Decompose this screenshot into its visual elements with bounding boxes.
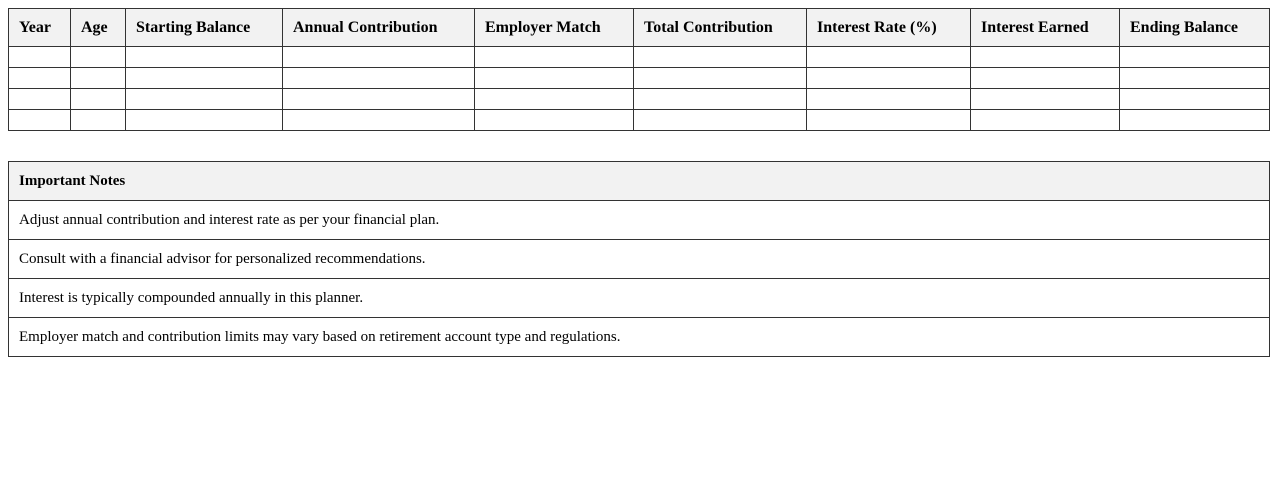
header-starting-balance: Starting Balance [126, 9, 283, 47]
table-cell[interactable] [71, 47, 126, 68]
header-annual-contribution: Annual Contribution [283, 9, 475, 47]
table-cell[interactable] [475, 110, 634, 131]
table-cell[interactable] [126, 89, 283, 110]
header-interest-earned: Interest Earned [971, 9, 1120, 47]
table-cell[interactable] [475, 47, 634, 68]
table-cell[interactable] [283, 110, 475, 131]
header-employer-match: Employer Match [475, 9, 634, 47]
table-row [9, 68, 1270, 89]
important-notes-table [8, 161, 1270, 357]
table-cell[interactable] [1120, 89, 1270, 110]
table-cell[interactable] [283, 47, 475, 68]
note-item: Consult with a financial advisor for personalized recommendations. [9, 240, 1270, 279]
table-cell[interactable] [807, 89, 971, 110]
note-item: Interest is typically compounded annually in this planner. [9, 279, 1270, 318]
table-cell[interactable] [71, 68, 126, 89]
table-cell[interactable] [283, 89, 475, 110]
header-age: Age [71, 9, 126, 47]
note-item: Employer match and contribution limits may vary based on retirement account type and regulations. [9, 318, 1270, 357]
table-cell[interactable] [126, 47, 283, 68]
header-ending-balance: Ending Balance [1120, 9, 1270, 47]
table-row [9, 89, 1270, 110]
table-cell[interactable] [634, 110, 807, 131]
table-cell[interactable] [9, 47, 71, 68]
table-cell[interactable] [1120, 68, 1270, 89]
table-cell[interactable] [126, 68, 283, 89]
header-interest-rate: Interest Rate (%) [807, 9, 971, 47]
table-cell[interactable] [9, 110, 71, 131]
header-year: Year [9, 9, 71, 47]
retirement-planner-table [8, 8, 1270, 131]
table-cell[interactable] [807, 68, 971, 89]
note-row [9, 279, 1270, 318]
table-cell[interactable] [634, 89, 807, 110]
note-row [9, 318, 1270, 357]
table-row [9, 47, 1270, 68]
table-cell[interactable] [71, 110, 126, 131]
table-cell[interactable] [475, 68, 634, 89]
table-cell[interactable] [9, 89, 71, 110]
table-cell[interactable] [126, 110, 283, 131]
table-cell[interactable] [283, 68, 475, 89]
table-cell[interactable] [971, 89, 1120, 110]
note-item: Adjust annual contribution and interest rate as per your financial plan. [9, 201, 1270, 240]
notes-title: Important Notes [9, 162, 1270, 201]
note-row [9, 240, 1270, 279]
table-cell[interactable] [1120, 47, 1270, 68]
table-cell[interactable] [71, 89, 126, 110]
table-cell[interactable] [9, 68, 71, 89]
table-header-row [9, 9, 1270, 47]
notes-header-row [9, 162, 1270, 201]
table-row [9, 110, 1270, 131]
table-cell[interactable] [971, 68, 1120, 89]
table-cell[interactable] [475, 89, 634, 110]
table-cell[interactable] [971, 110, 1120, 131]
table-cell[interactable] [807, 110, 971, 131]
table-cell[interactable] [634, 47, 807, 68]
table-cell[interactable] [634, 68, 807, 89]
table-cell[interactable] [971, 47, 1120, 68]
note-row [9, 201, 1270, 240]
header-total-contribution: Total Contribution [634, 9, 807, 47]
table-cell[interactable] [807, 47, 971, 68]
table-cell[interactable] [1120, 110, 1270, 131]
